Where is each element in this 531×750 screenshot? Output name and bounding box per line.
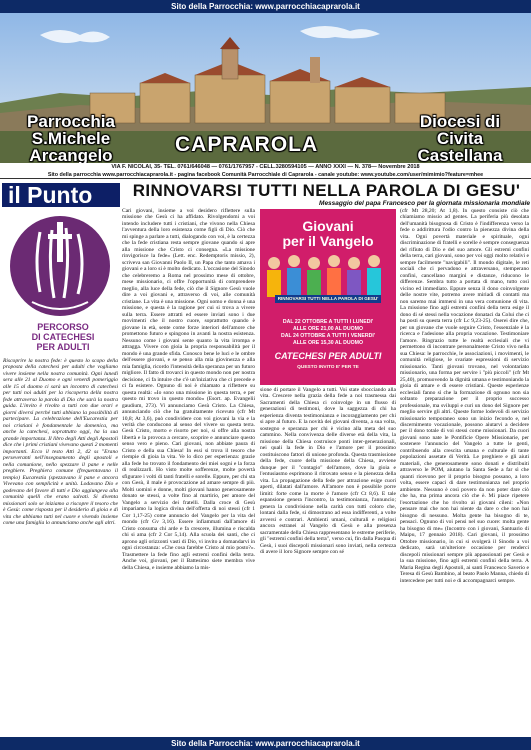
- site-links-line[interactable]: Sito della parrocchia www.parrocchiacaprarola.it - pagina facebook Comunità Parrocchiale di Caprarola - canale youtube: www.youtube.com/user/mimimio?feature=mhee: [0, 171, 531, 179]
- catechesis-logo: [10, 212, 110, 320]
- bottom-site-bar[interactable]: Sito della Parrocchia: www.parrocchiacaprarola.it: [0, 737, 531, 750]
- address-line: VIA F. NICOLAI, 35- TEL. 0761/646048 — 0761/1767957 - CELL.3280594105 — ANNO XXXI — N. 378— Novembre 2018: [111, 164, 420, 170]
- intro-column: Riscoprire la nostra fede: è questo lo scopo della proposta della catechesi per adulti che vogliamo vivere insieme nella nostra comunità. Ogni lunedì sera alle 21 al Duomo e ogni venerdì pomeriggio alle 15 al duomo ci sarà un incontro di catechesi per tutti noi adulti per la riscoperta della nostra fede attraverso la parola di Dio che sarà la nostra guida. L'invito è rivolto a tutti con due orari e giorni diversi perché tutti abbiano la possibilità di partecipare. La celebrazione dell'Eucarestia per noi cristiani è fondamentale la domenica, ma anche la catechesi, soprattutto oggi, ha la sua grande importanza. Il libro degli Atti degli Apostoli dice che i primi cristiani vivevano questi 2 momenti importanti. Ecco il testo Atti 2, 42 ss "Erano perseveranti nell'insegnamento degli apostoli e nella comunione, nello spezzare il pane e nelle preghiere. Preghiera comune (frequentavano il tempio) Eucarestia (spezzavano il pane e ancora Vivevano con semplicità e unità. Lodavano Dio e godevano del favore di tutti e Dio aggiungeva alla comunità quelli che erano salvati. Si diventa missionari solo se iniziamo a riscopre il tesoro che è Gesù: come risposta per il desiderio di gioia e di vita che abbiamo tutti nel cuore e vivendo insieme come una famiglia lo annunciamo anche agli altri.: [3, 358, 118, 527]
- header-banner: [0, 13, 531, 163]
- poster-title: Giovani per il Vangelo: [282, 218, 374, 249]
- poster-invite: QUESTO INVITO E' PER TE: [297, 365, 359, 370]
- punto-label: il Punto: [2, 183, 120, 207]
- giovani-vangelo-poster: [260, 209, 396, 385]
- poster-dates: DAL 22 OTTOBRE A TUTTI I LUNEDI' ALLE ORE 21,00 AL DUOMO DAL 24 OTTOBRE A TUTTI I VENERDI' ALLE ORE 15,30 AL DUOMO: [280, 319, 376, 346]
- diocese-name: Diocesi di Civita Castellana: [417, 112, 503, 163]
- article-headline: RINNOVARSI TUTTI NELLA PAROLA DI GESU': [132, 181, 521, 200]
- top-site-bar[interactable]: Sito della Parrocchia: www.parrocchiacaprarola.it: [0, 0, 531, 13]
- article-subhead: Messaggio del papa Francesco per la giornata missionaria mondiale: [319, 200, 530, 207]
- poster-crowd-illustration: [260, 253, 396, 297]
- newsletter-title: CAPRAROLA: [175, 133, 319, 156]
- parish-name: Parrocchia S.Michele Arcangelo: [27, 112, 115, 163]
- message-column-3: (cfr Mt 28,20; At 1,8). In questo consiste ciò che chiamiamo missio ad gentes. La periferia più desolata dell'umanità bisognosa di Cristo è l'indifferenza verso la fede o addirittura l'odio contro la pienezza divina della vita. Ogni povertà materiale e spirituale, ogni discriminazione di fratelli e sorelle è sempre conseguenza del rifiuto di Dio e del suo amore. Gli estremi confini della terra, cari giovani, sono per voi oggi molto relativi e sempre facilmente "navigabili". Il mondo digitale, le reti sociali che ci pervadono e attraversano, stemperano confini, cancellano margini e distanze, riducono le differenze. Sembra tutto a portata di mano, tutto così vicino ed immediato. Eppure senza il dono coinvolgente delle nostre vite, potremo avere miriadi di contatti ma non saremo mai immersi in una vera comunione di vita. La missione fino agli estremi confini della terra esige il dono di sé stessi nella vocazione donataci da Colui che ci ha posti su questa terra (cfr Lc 9,23-25). Oserei dire che, per un giovane che vuole seguire Cristo, l'essenziale è la ricerca e l'adesione alla propria vocazione. Testimoniare l'amore. Ringrazio tutte le realtà ecclesiali che vi permettono di incontrare personalmente Cristo vivo nella sua Chiesa: le parrocchie, le associazioni, i movimenti, le comunità religiose, le svariate espressioni di servizio missionario. Tanti giovani trovano, nel volontariato missionario, una forma per servire i "più piccoli" (cfr Mt 25,40), promuovendo la dignità umana e testimoniando la gioia di amare e di essere cristiani. Queste esperienze ecclesiali fanno sì che la formazione di ognuno non sia soltanto preparazione per il proprio successo professionale, ma sviluppi e curi un dono del Signore per meglio servire gli altri. Queste forme lodevoli di servizio missionario temporaneo sono un inizio fecondo e, nel discernimento vocazionale, possono aiutarvi a decidere per il dono totale di voi stessi come missionari. Da cuori giovani sono nate le Pontificie Opere Missionarie, per sostenere l'annuncio del Vangelo a tutte le genti, contribuendo alla crescita umana e culturale di tante popolazioni assetate di Verità. Le preghiere e gli aiuti materiali, che generosamente sono donati e distribuiti attraverso le POM, aiutano la Santa Sede a far sì che quanti ricevono per il proprio bisogno possano, a loro volta, essere capaci di dare testimonianza nel proprio ambiente. Nessuno è così povero da non poter dare ciò che ha, ma prima ancora ciò che è. Mi piace ripetere l'esortazione che ho rivolto ai giovani cileni: «Non pensare mai che non hai niente da dare o che non hai bisogno di nessuno. Molta gente ha bisogno di te, pensaci. Ognuno di voi pensi nel suo cuore: molta gente ha bisogno di me» (Incontro con i giovani, Santuario di Maipu, 17 gennaio 2018). Cari giovani, il prossimo Ottobre missionario, in cui si svolgerà il Sinodo a voi dedicato, sarà un'ulteriore occasione per renderci discepoli missionari sempre più appassionati per Gesù e la sua missione, fino agli estremi confini della terra. A Maria Regina degli Apostoli, ai santi Francesco Saverio e Teresa di Gesù Bambino, al beato Paolo Manna, chiedo di intercedere per tutti noi e di accompagnarci sempre.: [400, 208, 529, 584]
- poster-band: RINNOVARSI TUTTI NELLA PAROLA DI GESU': [275, 295, 381, 303]
- message-column-1: Cari giovani, insieme a voi desidero riflettere sulla missione che Gesù ci ha affidato. Rivolgendomi a voi intendo includere tutti i cristiani, che vivono nella Chiesa l'avventura della loro esistenza come figli di Dio. Ciò che mi spinge a parlare a tutti, dialogando con voi, è la certezza che la fede cristiana resta sempre giovane quando si apre alla missione che Cristo ci consegna. «La missione rinvigorisce la fede» (Lett. enc. Redemptoris missio, 2), scriveva san Giovanni Paolo II, un Papa che tanto amava i giovani e a loro si è molto dedicato. L'occasione del Sinodo che celebreremo a Roma nel prossimo mese di ottobre, mese missionario, ci offre l'opportunità di comprendere meglio, alla luce della fede, ciò che il Signore Gesù vuole dire a voi giovani e, attraverso di voi, alle comunità cristiane. La vita è una missione. Ogni uomo e donna è una missione, e questa è la ragione per cui si trova a vivere sulla terra. Essere attratti ed essere inviati sono i due movimenti che il nostro cuore, soprattutto quando è giovane in età, sente come forze interiori dell'amore che promettono futuro e spingono in avanti la nostra esistenza. Nessuno come i giovani sente quanto la vita irrompa e attragga. Vivere con gioia la propria responsabilità per il mondo è una grande sfida. Conosco bene le luci e le ombre dell'essere giovani, e se penso alla mia giovinezza e alla mia famiglia, ricordo l'intensità della speranza per un futuro migliore. Il fatto di trovarci in questo mondo non per nostra decisione, ci fa intuire che c'è un'iniziativa che ci precede e ci fa esistere. Ognuno di noi è chiamato a riflettere su questa realtà: «Io sono una missione in questa terra, e per questo mi trovo in questo mondo» (Esort. ap. Evangelii gaudium, 273). Vi annunciamo Gesù Cristo. La Chiesa, annunciando ciò che ha gratuitamente ricevuto (cfr Mt 10,8; At 3,6), può condividere con voi giovani la via e la verità che conducono al senso del vivere su questa terra. Gesù Cristo, morto e risorto per noi, si offre alla nostra libertà e la provoca a cercare, scoprire e annunciare questo senso vero e pieno. Cari giovani, non abbiate paura di Cristo e della sua Chiesa! In essi si trova il tesoro che riempie di gioia la vita. Ve lo dico per esperienza: grazie alla fede ho trovato il fondamento dei miei sogni e la forza di realizzarli. Ho visto molte sofferenze, molte povertà sfigurare i volti di tanti fratelli e sorelle. Eppure, per chi sta con Gesù, il male è provocazione ad amare sempre di più. Molti uomini e donne, molti giovani hanno generosamente donato se stessi, a volte fino al martirio, per amore del Vangelo a servizio dei fratelli. Dalla croce di Gesù impariamo la logica divina dell'offerta di noi stessi (cfr 1 Cor 1,17-25) come annuncio del Vangelo per la vita del mondo (cfr Gv 3,16). Essere infiammati dall'amore di Cristo consuma chi arde e fa crescere, illumina e riscalda chi si ama (cfr 2 Cor 5,14). Alla scuola dei santi, che ci aprono agli orizzonti vasti di Dio, vi invito a domandarvi in ogni circostanza: «Che cosa farebbe Cristo al mio posto?». Trasmettere la fede fino agli estremi confini della terra. Anche voi, giovani, per il Battesimo siete membra vive della Chiesa, e insieme abbiamo la mis-: [122, 208, 255, 571]
- catechesis-logo-text: PERCORSO DI CATECHESI PER ADULTI: [31, 322, 95, 352]
- poster-catechesi: CATECHESI PER ADULTI: [274, 351, 382, 361]
- message-column-2: sione di portare il Vangelo a tutti. Voi state sbocciando alla vita. Crescere nella grazia della fede a noi trasmessa dai Sacramenti della Chiesa ci coinvolge in un flusso di generazioni di testimoni, dove la saggezza di chi ha esperienza diventa testimonianza e incoraggiamento per chi si apre al futuro. E la novità dei giovani diventa, a sua volta, sostegno e speranza per chi è vicino alla meta del suo cammino. Nella convivenza delle diverse età della vita, la missione della Chiesa costruisce ponti inter-generazionali, nei quali la fede in Dio e l'amore per il prossimo costituiscono fattori di unione profonda. Questa trasmissione della fede, cuore della missione della Chiesa, avviene dunque per il "contagio" dell'amore, dove la gioia e l'entusiasmo esprimono il ritrovato senso e la pienezza della vita. La propagazione della fede per attrazione esige cuori aperti, dilatati dall'amore. All'amore non è possibile porre limiti: forte come la morte è l'amore (cfr Ct 8,6). E tale espansione genera l'incontro, la testimonianza, l'annuncio; genera la condivisione nella carità con tutti coloro che, lontani dalla fede, si dimostrano ad essa indifferenti, a volte avversi e contrari. Ambienti umani, culturali e religiosi ancora estranei al Vangelo di Gesù e alla presenza sacramentale della Chiesa rappresentano le estreme periferie, gli "estremi confini della terra", verso cui, fin dalla Pasqua di Gesù, i suoi discepoli missionari sono inviati, nella certezza di avere il loro Signore sempre con sé: [260, 387, 396, 556]
